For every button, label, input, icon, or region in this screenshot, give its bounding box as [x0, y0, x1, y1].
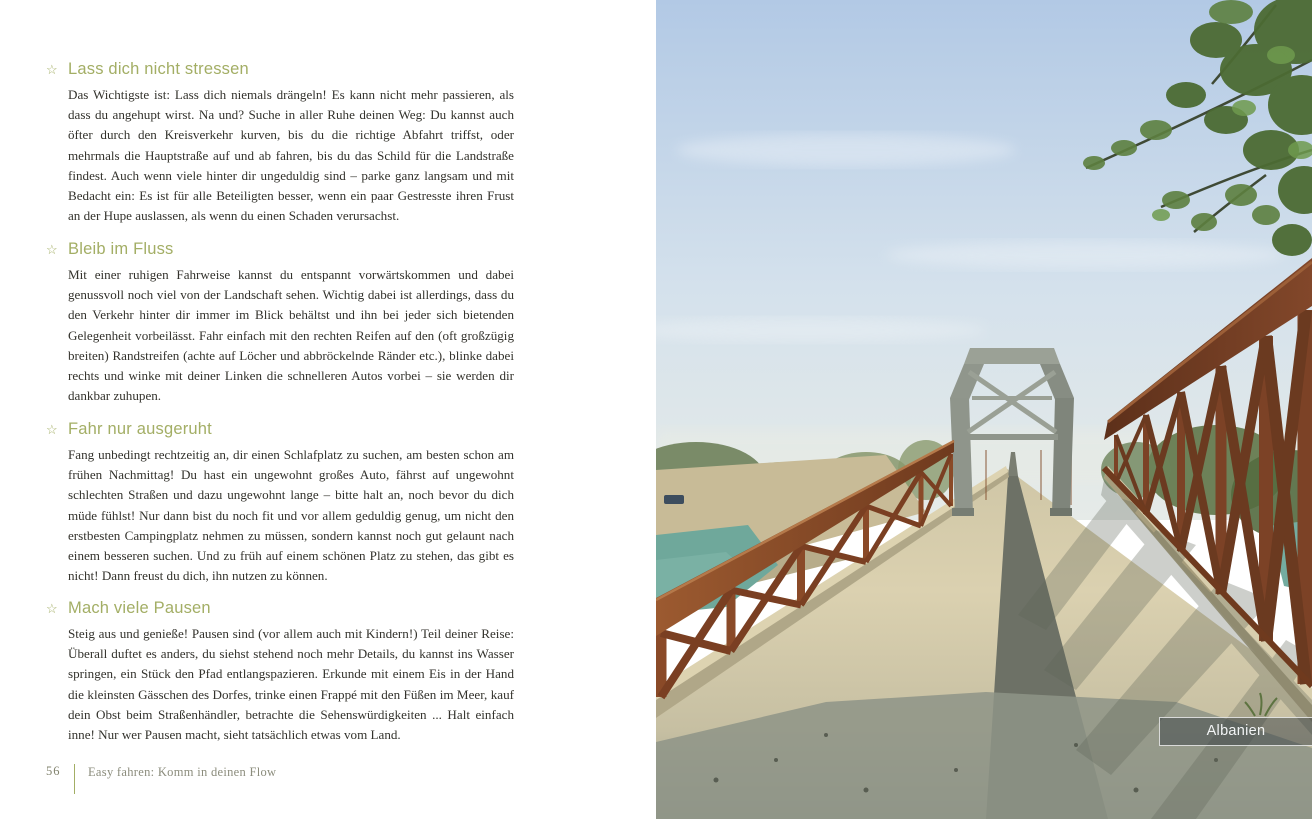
section-body: Mit einer ruhigen Fahrweise kannst du entspannt vorwärtskommen und dabei genussvoll noch viel von der Landschaft sehen. Wichtig dabei ist allerdings, dass du den Verkehr hinter dir immer im Blick behältst und ihn bei jeder sich bietenden Gelegenheit vorbeilässt. Fahr einfach mit den rechten Reifen auf den (oft großzügig breiten) Randstreifen (achte auf Löcher und abbröckelnde Ränder etc.), blinke dabei rechts und winke mit deiner Linken die schnelleren Autos vorbei – sie werden dir dankbar zuhupen. — [68, 267, 514, 404]
bridge-photo — [656, 0, 1312, 819]
page-number: 56 — [46, 764, 61, 778]
photo-caption: Albanien — [1159, 717, 1312, 746]
section-title: Fahr nur ausgeruht — [68, 420, 212, 438]
section-body: Das Wichtigste ist: Lass dich niemals drängeln! Es kann nicht mehr passieren, als dass du angehupt wirst. Na und? Suche in aller Ruhe deinen Weg: Du kannst auch öfter durch den Kreisverkehr kurven, bis du die richtige Abfahrt triffst, oder mehrmals die Hauptstraße auf und ab fahren, bis du das Schild für die Landstraße findest. Auch wenn viele hinter dir ungeduldig sind – parke ganz langsam und mit Bedacht ein: Es ist für alle Beteiligten besser, wenn ein paar Gestresste ihren Frust an der Hupe auslassen, als wenn du einen Schaden verursachst. — [68, 87, 514, 224]
star-icon: ☆ — [46, 601, 58, 616]
star-icon: ☆ — [46, 422, 58, 437]
page-footer — [46, 764, 276, 794]
section-title: Lass dich nicht stressen — [68, 60, 249, 78]
section-bleib-im-fluss — [46, 240, 516, 406]
section-body: Fang unbedingt rechtzeitig an, dir einen Schlafplatz zu suchen, am besten schon am frühen Nachmittag! Du hast ein ungewohnt großes Auto, fährst auf ungewohnt schlechten Straßen und dazu ungewohnt lange – bitte halt an, noch bevor du dich müde fühlst! Nur dann bist du noch fit und vor allem geduldig genug, um nicht den erstbesten Campingplatz nehmen zu müssen, sondern kannst noch gut gelaunt nach einem besseren suchen. Und zu früh auf einem schönen Platz zu stehen, das gibt es nicht! Dann freust du dich, ihn nutzen zu können. — [68, 447, 514, 584]
section-title: Bleib im Fluss — [68, 240, 174, 258]
right-photo-page — [656, 0, 1312, 819]
running-title: Easy fahren: Komm in deinen Flow — [88, 765, 277, 779]
section-body: Steig aus und genieße! Pausen sind (vor allem auch mit Kindern!) Teil deiner Reise: Überall duftet es anders, du siehst stehend noch mehr Details, du kannst ins Wasser springen, ein Stück den Pfad entlangspazieren. Erkunde mit einem Eis in der Hand die kleinsten Gässchen des Dorfes, trinke einen Frappé mit den Füßen im Meer, kauf dein Obst beim Straßenhändler, betrachte die Sehenswürdigkeiten ... Halt einfach inne! Nur wer Pausen macht, sieht tatsächlich etwas vom Land. — [68, 626, 514, 743]
star-icon: ☆ — [46, 62, 58, 77]
section-lass-dich-nicht-stressen — [46, 60, 516, 226]
section-fahr-nur-ausgeruht — [46, 420, 516, 586]
parked-car — [664, 495, 684, 504]
footer-divider — [74, 764, 75, 794]
section-mach-viele-pausen — [46, 599, 516, 745]
star-icon: ☆ — [46, 242, 58, 257]
section-title: Mach viele Pausen — [68, 599, 211, 617]
